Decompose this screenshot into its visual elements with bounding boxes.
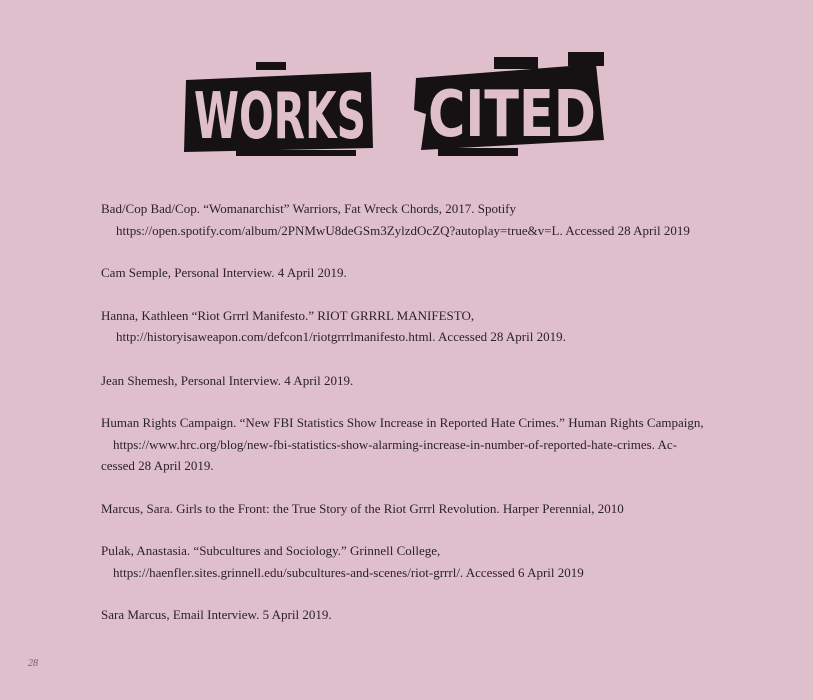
citation-entry [101,262,741,284]
citation-line: https://haenfler.sites.grinnell.edu/subcultures-and-scenes/riot-grrrl/. Accessed 6 April 2019 [113,564,584,580]
works-cited-list [101,198,741,626]
page-title [176,52,616,170]
page-number: 28 [28,658,38,669]
citation-line: Pulak, Anastasia. “Subcultures and Sociology.” Grinnell College, [101,543,441,558]
citation-entry [101,198,741,241]
title-text-cited: CITED [428,78,596,152]
citation-line: Hanna, Kathleen “Riot Grrrl Manifesto.” RIOT GRRRL MANIFESTO, [101,307,475,323]
citation-line: Marcus, Sara. Girls to the Front: the True Story of the Riot Grrrl Revolution. Harper Perennial, 2010 [101,500,624,516]
title-fragment [256,62,286,70]
citation-entry [101,412,741,477]
citation-entry [101,604,741,626]
citation-line: cessed 28 April 2019. [101,458,214,473]
citation-entry [101,540,741,583]
citation-line: Jean Shemesh, Personal Interview. 4 April 2019. [101,372,354,388]
citation-line: Bad/Cop Bad/Cop. “Womanarchist” Warriors, Fat Wreck Chords, 2017. Spotify [101,201,517,216]
citation-line: Human Rights Campaign. “New FBI Statistics Show Increase in Reported Hate Crimes.” Human Rights Campaign, [101,415,704,430]
citation-entry [101,498,741,520]
title-text-works: WORKS [194,80,366,154]
citation-entry [101,305,741,348]
citation-line: http://historyisaweapon.com/defcon1/riotgrrrlmanifesto.html. Accessed 28 April 2019. [116,329,566,344]
title-fragment [568,52,604,66]
citation-line: https://www.hrc.org/blog/new-fbi-statistics-show-alarming-increase-in-number-of-reported-hate-crimes. Ac- [113,436,677,452]
title-fragment [494,57,538,69]
citation-line: https://open.spotify.com/album/2PNMwU8deGSm3ZylzdOcZQ?autoplay=true&v=L. Accessed 28 April 2019 [116,222,690,238]
citation-line: Cam Semple, Personal Interview. 4 April 2019. [101,265,347,280]
citation-entry [101,370,741,392]
citation-line: Sara Marcus, Email Interview. 5 April 2019. [101,607,332,622]
